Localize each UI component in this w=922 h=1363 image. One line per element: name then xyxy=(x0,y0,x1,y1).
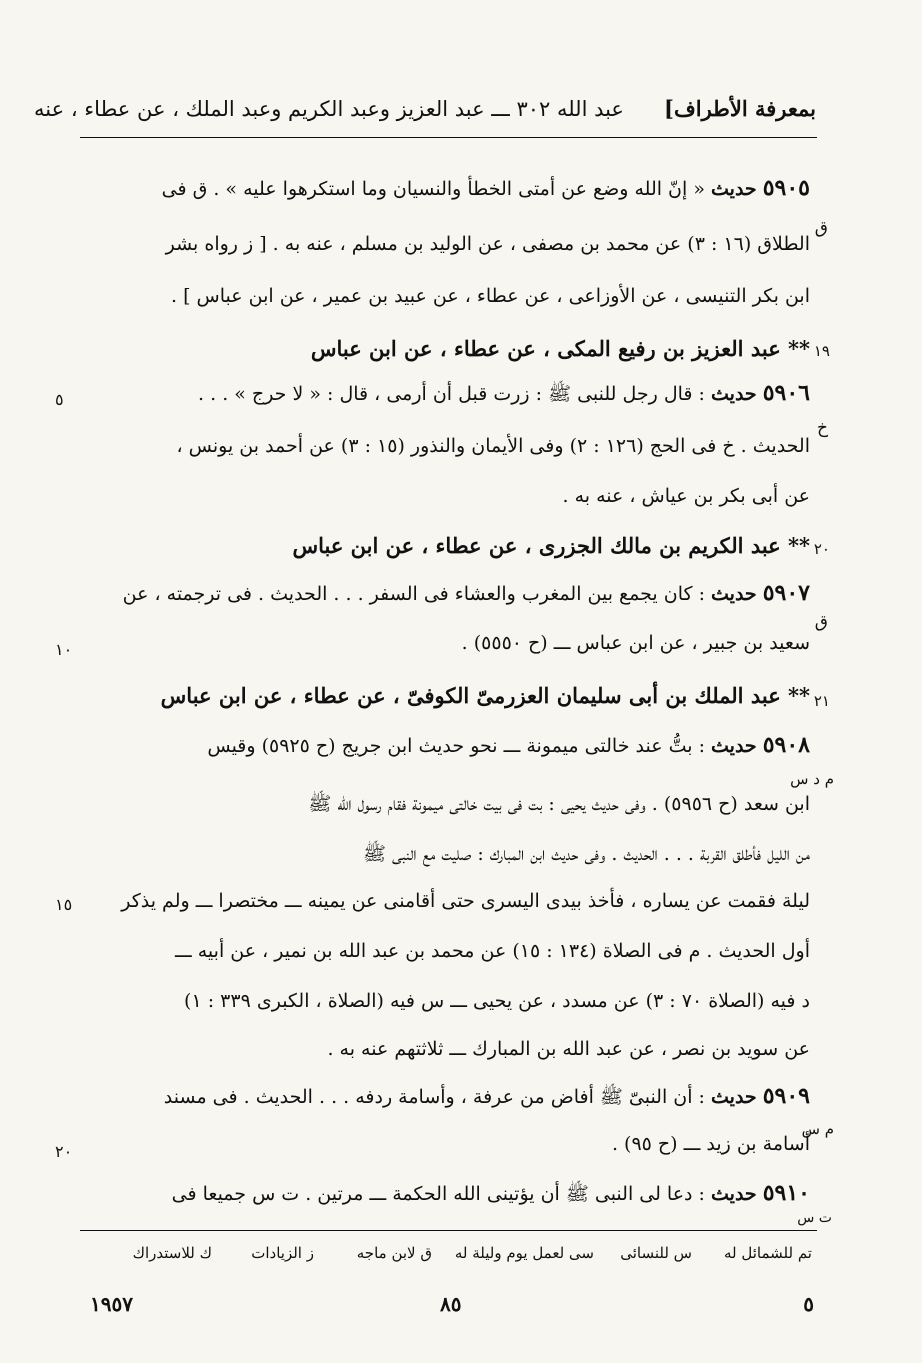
abbr-istidrak: ك للاستدراك xyxy=(132,1244,212,1262)
entry-5906-line-1 xyxy=(198,380,810,410)
section-heading: ** عبد الملك بن أبى سليمان العزرمىّ الكوفىّ ، عن عطاء ، عن ابن عباس xyxy=(160,683,810,708)
entry-5905-line-2: الطلاق (١٦ : ٣) عن محمد بن مصفى ، عن الوليد بن مسلم ، عنه به . [ ز رواه بشر xyxy=(165,233,810,255)
hadith-keyword: حديث xyxy=(711,1086,757,1108)
hadith-keyword: حديث xyxy=(711,383,757,405)
abbr-nasai: س للنسائى xyxy=(620,1244,692,1262)
entry-text: : دعا لى النبى ﷺ أن يؤتينى الله الحكمة ـــ مرتين . ت س جميعا فى xyxy=(171,1183,705,1205)
header-rule xyxy=(80,137,817,138)
entry-5908-line-4: ليلة فقمت عن يساره ، فأخذ بيدى اليسرى حتى أقامنى عن يمينه ـــ مختصرا ـــ ولم يذكر xyxy=(121,890,810,912)
entry-5908-line-2: ابن سعد (ح ٥٩٥٦) . وفى حديث يحيى : بت فى بيت خالتى ميمونة فقام رسول الله ﷺ xyxy=(308,793,810,815)
hadith-number: ٥٩٠٨ xyxy=(762,732,810,758)
header-right-text: عبد الله ٣٠٢ ـــ عبد العزيز وعبد الكريم وعبد الملك ، عن عطاء ، عنه xyxy=(34,97,624,121)
line-number: ١٠ xyxy=(55,640,73,659)
entry-text: : كان يجمع بين المغرب والعشاء فى السفر . . . الحديث . فى ترجمته ، عن xyxy=(122,583,705,605)
section-number: ٢١ xyxy=(813,692,830,710)
hadith-keyword: حديث xyxy=(711,178,757,200)
margin-code: ق xyxy=(814,218,828,238)
section-heading: ** عبد الكريم بن مالك الجزرى ، عن عطاء ، عن ابن عباس xyxy=(292,533,810,558)
entry-5908-line-7: عن سويد بن نصر ، عن عبد الله بن المبارك ـــ ثلاثتهم عنه به . xyxy=(327,1038,810,1060)
hadith-number: ٥٩١٠ xyxy=(762,1180,810,1206)
entry-5910-line-1 xyxy=(172,1180,810,1210)
abbr-amal-yawm: سى لعمل يوم وليلة له xyxy=(454,1244,594,1262)
entry-text: : قال رجل للنبى ﷺ : زرت قبل أن أرمى ، قال : « لا حرج » . . . xyxy=(198,383,705,405)
section-heading: ** عبد العزيز بن رفيع المكى ، عن عطاء ، عن ابن عباس xyxy=(310,336,810,361)
hadith-keyword: حديث xyxy=(711,735,757,757)
entry-text: « إنّ الله وضع عن أمتى الخطأ والنسيان وما استكرهوا عليه » . ق فى xyxy=(161,178,705,200)
margin-code: م س xyxy=(801,1120,834,1138)
line-number: ١٥ xyxy=(55,895,73,914)
abbr-ibn-majah: ق لابن ماجه xyxy=(356,1244,432,1262)
hadith-number: ٥٩٠٦ xyxy=(762,380,810,406)
line-number: ٢٠ xyxy=(55,1142,73,1161)
margin-code: ت س xyxy=(797,1210,832,1226)
entry-text: : أن النبىّ ﷺ أفاض من عرفة ، وأسامة ردفه . . . الحديث . فى مسند xyxy=(163,1086,705,1108)
section-number: ١٩ xyxy=(813,342,830,360)
entry-5909-line-1 xyxy=(164,1083,810,1113)
hadith-number: ٥٩٠٧ xyxy=(762,580,810,606)
entry-5905-line-3: ابن بكر التنيسى ، عن الأوزاعى ، عن عطاء ، عن عبيد بن عمير ، عن ابن عباس ] . xyxy=(171,285,810,307)
footer-left-number: ١٩٥٧ xyxy=(90,1292,133,1316)
hadith-keyword: حديث xyxy=(711,583,757,605)
footer-right-number: ٥ xyxy=(803,1292,814,1316)
entry-5908-line-6: د فيه (الصلاة ٧٠ : ٣) عن مسدد ، عن يحيى ـــ س فيه (الصلاة ، الكبرى ٣٣٩ : ١) xyxy=(184,990,810,1012)
hadith-number: ٥٩٠٩ xyxy=(762,1083,810,1109)
entry-5906-line-2: الحديث . خ فى الحج (١٢٦ : ٢) وفى الأيمان والنذور (١٥ : ٣) عن أحمد بن يونس ، xyxy=(176,435,810,457)
margin-code: خ xyxy=(817,418,828,438)
entry-5905-line-1 xyxy=(162,175,810,201)
entry-5907-line-2: سعيد بن جبير ، عن ابن عباس ـــ (ح ٥٥٥٠) . xyxy=(461,632,810,654)
margin-code: م د س xyxy=(790,770,834,788)
entry-5908-line-1 xyxy=(207,732,810,758)
entry-5908-line-3: من الليل فأطلق القربة . . . الحديث . وفى حديث ابن المبارك : صليت مع النبى ﷺ xyxy=(363,843,810,865)
page-number: ٨٥ xyxy=(440,1292,462,1316)
margin-code: ق xyxy=(814,612,828,632)
abbr-ziyadat: ز الزيادات xyxy=(251,1244,314,1262)
entry-5909-line-2: أسامة بن زيد ـــ (ح ٩٥) . xyxy=(611,1133,810,1155)
hadith-keyword: حديث xyxy=(711,1183,757,1205)
entry-5906-line-3: عن أبى بكر بن عياش ، عنه به . xyxy=(562,485,810,507)
entry-5908-line-5: أول الحديث . م فى الصلاة (١٣٤ : ١٥) عن محمد بن عبد الله بن نمير ، عن أبيه ـــ xyxy=(175,940,810,962)
entry-text: : بتُّ عند خالتى ميمونة ـــ نحو حديث ابن جريج (ح ٥٩٢٥) وقيس xyxy=(207,735,705,757)
hadith-number: ٥٩٠٥ xyxy=(762,175,810,201)
section-number: ٢٠ xyxy=(813,540,830,558)
footer-rule xyxy=(80,1230,817,1231)
header-left-text: بمعرفة الأطراف] xyxy=(664,96,816,121)
entry-5907-line-1 xyxy=(123,580,810,606)
abbr-shamail: تم للشمائل له xyxy=(723,1244,812,1262)
running-header xyxy=(34,96,816,121)
line-number: ٥ xyxy=(55,390,64,409)
